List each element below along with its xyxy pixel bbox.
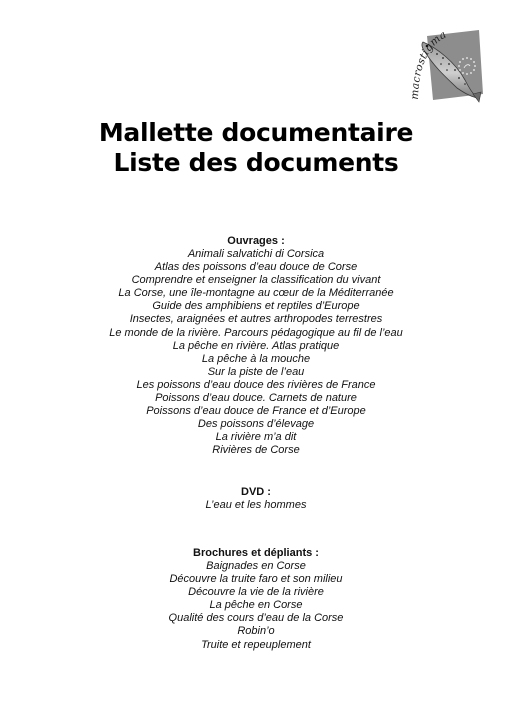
brochures-section [0, 547, 512, 652]
dvd-list [0, 499, 512, 512]
list-item: Comprendre et enseigner la classification du vivant [131, 274, 381, 287]
document-title-line2: Liste des documents [113, 148, 399, 177]
list-item: La pêche en rivière. Atlas pratique [172, 339, 340, 352]
list-item: Atlas des poissons d’eau douce de Corse [154, 261, 358, 274]
dvd-section [0, 486, 512, 512]
logo-wordmark: macrostigma [408, 28, 449, 100]
list-item: Truite et repeuplement [201, 638, 311, 651]
list-item: La pêche en Corse [209, 599, 303, 612]
list-item: Sur la piste de l’eau [207, 365, 305, 378]
list-item: La rivière m’a dit [215, 431, 297, 444]
list-item: Guide des amphibiens et reptiles d’Europe [152, 300, 360, 313]
document-title-line1: Mallette documentaire [98, 118, 414, 147]
list-item: Des poissons d’élevage [197, 418, 315, 431]
books-heading: Ouvrages : [227, 235, 285, 247]
list-item: Baignades en Corse [206, 560, 306, 572]
macrostigma-logo [407, 22, 485, 104]
list-item: Découvre la truite faro et son milieu [169, 573, 343, 586]
logo-graphic [407, 22, 485, 104]
list-item: Découvre la vie de la rivière [188, 586, 324, 599]
list-item: Animali salvatichi di Corsica [187, 248, 325, 260]
list-item: Robin’o [237, 625, 275, 638]
books-list [0, 248, 512, 458]
list-item: Insectes, araignées et autres arthropodes terrestres [129, 313, 383, 326]
list-item: Poissons d’eau douce. Carnets de nature [155, 392, 357, 405]
list-item: Qualité des cours d’eau de la Corse [168, 612, 344, 625]
list-item: Les poissons d’eau douce des rivières de France [136, 378, 376, 391]
brochures-heading: Brochures et dépliants : [193, 547, 319, 559]
list-item: L’eau et les hommes [205, 499, 307, 511]
books-section [0, 235, 512, 458]
list-item: La pêche à la mouche [201, 352, 311, 365]
brochures-list [0, 560, 512, 652]
list-item: Le monde de la rivière. Parcours pédagogique au fil de l’eau [109, 326, 403, 339]
list-item: La Corse, une île-montagne au cœur de la Méditerranée [118, 287, 394, 300]
list-item: Rivières de Corse [212, 444, 300, 457]
dvd-heading: DVD : [241, 486, 271, 498]
list-item: Poissons d’eau douce de France et d’Europe [146, 405, 366, 418]
